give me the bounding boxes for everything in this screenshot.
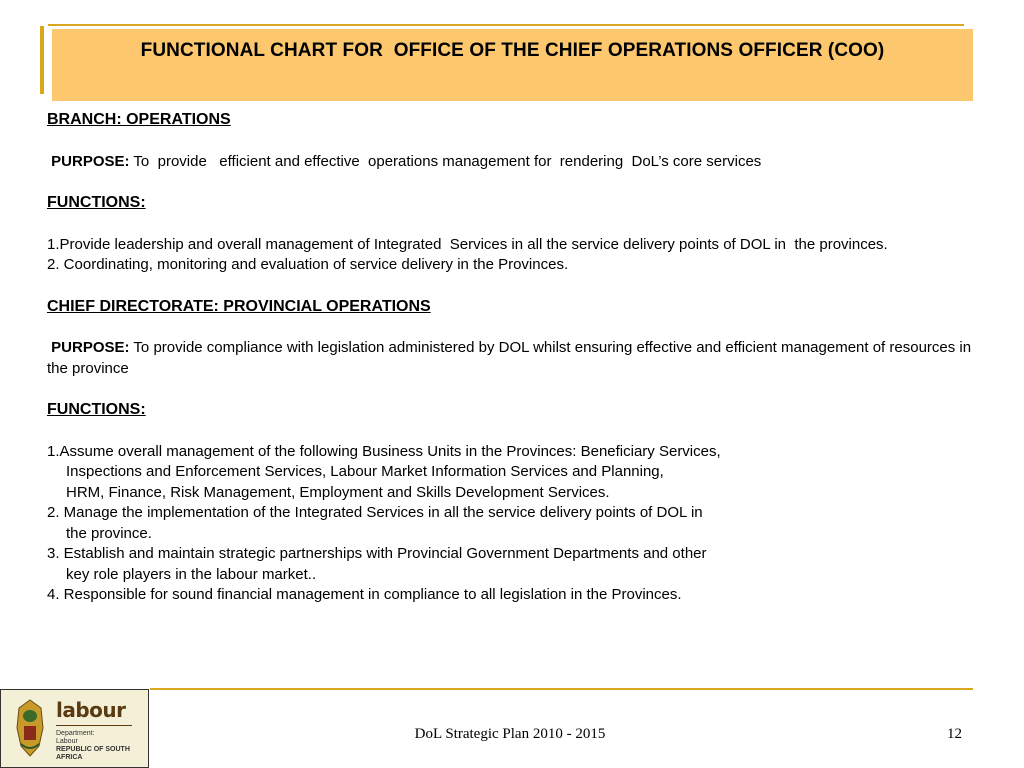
coat-of-arms-icon	[13, 698, 47, 760]
chief-directorate-heading: CHIEF DIRECTORATE: PROVINCIAL OPERATIONS	[47, 297, 431, 315]
logo-wordmark: labour	[56, 698, 126, 722]
spacer	[47, 379, 977, 400]
cd-function-item: 3. Establish and maintain strategic partnerships with Provincial Government Departments and other	[47, 545, 707, 562]
logo-line: Department:	[56, 730, 95, 737]
logo-line: Labour	[56, 738, 78, 745]
accent-vertical-bar	[40, 26, 44, 94]
branch-purpose	[47, 152, 977, 173]
footer-accent-line	[150, 688, 973, 690]
page-number: 12	[947, 726, 962, 742]
logo-rule	[56, 725, 132, 726]
page-title: FUNCTIONAL CHART FOR OFFICE OF THE CHIEF OPERATIONS OFFICER (COO)	[140, 40, 885, 61]
spacer	[47, 276, 977, 297]
labour-logo	[0, 689, 149, 768]
cd-function-continuation: HRM, Finance, Risk Management, Employment and Skills Development Services.	[66, 483, 610, 501]
purpose-text: To provide efficient and effective operations management for rendering DoL’s core services	[129, 152, 762, 170]
branch-heading: BRANCH: OPERATIONS	[47, 111, 231, 128]
footer-text: DoL Strategic Plan 2010 - 2015	[414, 726, 606, 742]
branch-function-item: 2. Coordinating, monitoring and evaluation of service delivery in the Provinces.	[47, 256, 569, 273]
cd-function-item: 4. Responsible for sound financial management in compliance to all legislation in the Provinces.	[47, 586, 682, 603]
purpose-text: To provide compliance with legislation administered by DOL whilst ensuring effective and efficient management of resources in the province	[47, 339, 976, 377]
title-banner	[52, 29, 973, 101]
spacer	[47, 421, 977, 442]
spacer	[47, 317, 977, 338]
branch-functions-heading: FUNCTIONS:	[47, 194, 146, 211]
cd-function-item: 1.Assume overall management of the following Business Units in the Provinces: Beneficiary Services,	[47, 442, 721, 460]
spacer	[47, 131, 977, 152]
logo-subtext	[56, 730, 148, 762]
purpose-label: PURPOSE:	[51, 339, 130, 356]
chief-directorate-functions-heading: FUNCTIONS:	[47, 401, 146, 418]
cd-function-continuation: Inspections and Enforcement Services, Labour Market Information Services and Planning,	[66, 463, 664, 480]
cd-function-item: 2. Manage the implementation of the Integrated Services in all the service delivery points of DOL in	[47, 504, 703, 521]
chief-directorate-purpose	[47, 338, 977, 379]
cd-function-continuation: key role players in the labour market..	[66, 565, 317, 583]
branch-function-item: 1.Provide leadership and overall management of Integrated Services in all the service delivery points of DOL in the provinces.	[47, 235, 888, 253]
logo-line: REPUBLIC OF SOUTH AFRICA	[56, 746, 130, 761]
spacer	[47, 214, 977, 235]
spacer	[47, 172, 977, 193]
slide-body	[47, 110, 977, 606]
accent-top-line	[48, 24, 964, 26]
cd-function-continuation: the province.	[66, 524, 152, 542]
purpose-label: PURPOSE:	[51, 152, 130, 170]
